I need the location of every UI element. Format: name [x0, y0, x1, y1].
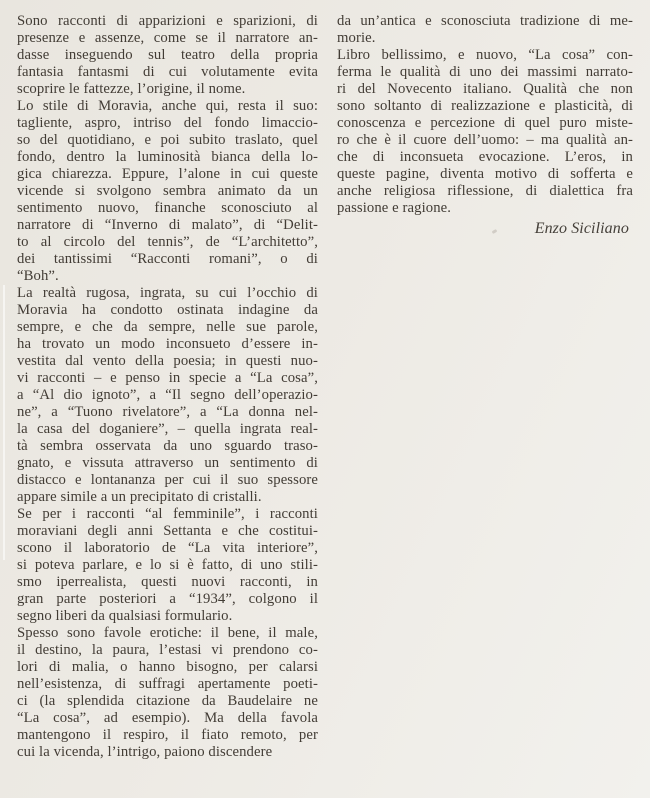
text-line: morie.	[337, 30, 376, 46]
text-column-right	[337, 13, 633, 239]
text-line: queste pagine, diventa motivo di sofferta e	[337, 166, 633, 182]
text-line: da un’antica e sconosciuta tradizione di me-	[337, 13, 633, 29]
text-line: “Boh”.	[17, 268, 59, 284]
text-line: Lo stile di Moravia, anche qui, resta il suo:	[17, 98, 318, 114]
text-line: ferma le qualità di uno dei massimi narrato-	[337, 64, 633, 80]
text-line: so del quotidiano, e poi subito traslato, quel	[17, 132, 318, 148]
scan-edge-artifact	[3, 285, 5, 560]
text-line: conoscenza e percezione di quel puro miste-	[337, 115, 633, 131]
text-line: Spesso sono favole erotiche: il bene, il male,	[17, 625, 318, 641]
text-line: Moravia ha condotto ostinata indagine da	[17, 302, 318, 318]
text-line: nell’esistenza, di suffragi apertamente poeti-	[17, 676, 318, 692]
text-column-right-paragraphs	[337, 13, 633, 217]
text-line: ha trovato un modo inconsueto d’essere in-	[17, 336, 318, 352]
text-line: sono soltanto di realizzazione e plasticità, di	[337, 98, 633, 114]
paragraph	[17, 285, 318, 506]
text-line: ro che è il cuore dell’uomo: – ma qualità an-	[337, 132, 633, 148]
paragraph	[17, 98, 318, 285]
text-line: segno liberi da qualsiasi formulario.	[17, 608, 233, 624]
text-line: narratore di “Inverno di malato”, di “Delit-	[17, 217, 318, 233]
text-line: Sono racconti di apparizioni e sparizioni, di	[17, 13, 318, 29]
text-line: vestita dal vento della poesia; in questi nuo-	[17, 353, 318, 369]
text-line: dasse inseguendo sul teatro della propria	[17, 47, 318, 63]
paragraph	[17, 13, 318, 98]
text-line: vicende si svolgono sembra animato da un	[17, 183, 318, 199]
text-line: distacco e lontananza per cui il suo spessore	[17, 472, 318, 488]
text-line: gica chiarezza. Eppure, l’alone in cui queste	[17, 166, 318, 182]
text-line: passione e ragione.	[337, 200, 452, 216]
text-line: scoprire le fattezze, l’origine, il nome.	[17, 81, 246, 97]
text-line: sentimento nuovo, finanche sconosciuto al	[17, 200, 318, 216]
text-line: cui la vicenda, l’intrigo, paiono discendere	[17, 744, 273, 760]
text-line: dei tantissimi “Racconti romani”, o di	[17, 251, 318, 267]
text-line: Se per i racconti “al femminile”, i racconti	[17, 506, 318, 522]
text-line: moraviani degli anni Settanta e che costitui-	[17, 523, 318, 539]
paragraph	[337, 13, 633, 47]
text-line: il destino, la paura, l’estasi vi prendono co-	[17, 642, 318, 658]
text-line: lori di malia, o hanno bisogno, per calarsi	[17, 659, 318, 675]
text-line: gran parte posteriori a “1934”, colgono il	[17, 591, 318, 607]
text-line: Libro bellissimo, e nuovo, “La cosa” con-	[337, 47, 633, 63]
text-line: ci (la splendida citazione da Baudelaire ne	[17, 693, 318, 709]
text-line: presenze e assenze, come se il narratore an-	[17, 30, 318, 46]
text-line: ne”, a “Tuono rivelatore”, a “La donna nel-	[17, 404, 318, 420]
text-line: appare simile a un precipitato di cristalli.	[17, 489, 262, 505]
text-line: sempre, e che da sempre, nelle sue parole,	[17, 319, 318, 335]
text-line: che di inconsueta evocazione. L’eros, in	[337, 149, 633, 165]
text-line: tà sembra osservata da uno sguardo traso-	[17, 438, 318, 454]
text-line: La realtà rugosa, ingrata, su cui l’occhio di	[17, 285, 318, 301]
text-line: si poteva parlare, e lo si è fatto, di uno stili-	[17, 557, 318, 573]
text-line: “La cosa”, ad esempio). Ma della favola	[17, 710, 318, 726]
text-line: anche religiosa riflessione, di dialettica fra	[337, 183, 633, 199]
text-line: ri del Novecento italiano. Qualità che non	[337, 81, 633, 97]
text-line: vi racconti – e penso in specie a “La cosa”,	[17, 370, 318, 386]
text-line: to al circolo del tennis”, de “L’architetto”,	[17, 234, 318, 250]
paragraph	[17, 625, 318, 761]
text-line: fondo, dentro la luminosità bianca della lo-	[17, 149, 318, 165]
text-line: gnato, e vissuta attraverso un sentimento di	[17, 455, 318, 471]
text-line: smo iperrealista, questi nuovi racconti, in	[17, 574, 318, 590]
text-line: mantengono il respiro, il fiato remoto, per	[17, 727, 318, 743]
text-line: tagliente, aspro, intriso del fondo limaccio-	[17, 115, 318, 131]
text-line: la casa del doganiere”, – quella ingrata real-	[17, 421, 318, 437]
author-signature: Enzo Siciliano	[534, 220, 629, 237]
text-line: scono il laboratorio de “La vita interiore”,	[17, 540, 318, 556]
text-line: a “Al dio ignoto”, a “Il segno dell’operazio-	[17, 387, 318, 403]
paragraph	[337, 47, 633, 217]
text-column-left	[17, 13, 318, 761]
paragraph	[17, 506, 318, 625]
text-line: fantasia fantasmi di cui volutamente evita	[17, 64, 318, 80]
